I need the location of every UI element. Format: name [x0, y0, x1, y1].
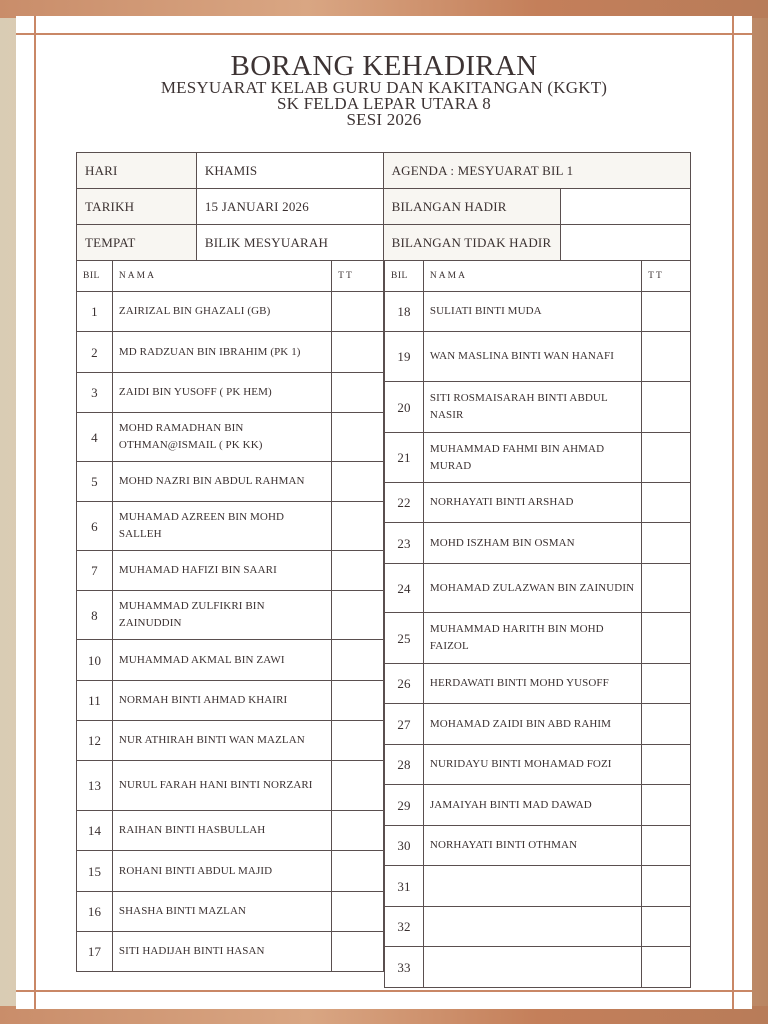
- signature-cell[interactable]: [332, 591, 384, 640]
- attendee-number: 28: [385, 745, 424, 785]
- signature-cell[interactable]: [642, 947, 691, 988]
- attendee-number: 17: [77, 932, 113, 972]
- col-header-tt: TT: [332, 261, 384, 292]
- signature-cell[interactable]: [642, 866, 691, 907]
- attendee-row: [385, 433, 691, 483]
- attendee-row: [77, 373, 384, 413]
- signature-cell[interactable]: [332, 932, 384, 972]
- attendee-row: [385, 745, 691, 785]
- attendee-number: 29: [385, 785, 424, 826]
- signature-cell[interactable]: [642, 292, 691, 332]
- attendee-row: [77, 462, 384, 502]
- attendee-row: [77, 591, 384, 640]
- attendee-name: SHASHA BINTI MAZLAN: [112, 892, 331, 932]
- attendee-number: 8: [77, 591, 113, 640]
- attendance-table-left: [76, 260, 384, 972]
- attendance-table-right: [384, 260, 691, 988]
- tarikh-label: TARIKH: [77, 189, 197, 225]
- attendee-name: MOHD RAMADHAN BIN OTHMAN@ISMAIL ( PK KK): [112, 413, 331, 462]
- signature-cell[interactable]: [332, 413, 384, 462]
- attendee-name: NURUL FARAH HANI BINTI NORZARI: [112, 761, 331, 811]
- signature-cell[interactable]: [642, 907, 691, 947]
- attendee-number: 13: [77, 761, 113, 811]
- attendee-name: MOHAMAD ZULAZWAN BIN ZAINUDIN: [423, 564, 641, 613]
- frame-line-right: [732, 16, 734, 1009]
- attendee-name: ROHANI BINTI ABDUL MAJID: [112, 851, 331, 892]
- tarikh-value: 15 JANUARI 2026: [196, 189, 383, 225]
- frame-line-left: [34, 16, 36, 1009]
- form-title: BORANG KEHADIRAN: [230, 50, 538, 82]
- attendee-row: [385, 332, 691, 382]
- attendee-number: 31: [385, 866, 424, 907]
- attendee-number: 15: [77, 851, 113, 892]
- signature-cell[interactable]: [642, 523, 691, 564]
- attendee-row: [385, 704, 691, 745]
- attendee-row: [77, 292, 384, 332]
- attendee-name: [423, 866, 641, 907]
- attendee-number: 26: [385, 664, 424, 704]
- agenda: AGENDA : MESYUARAT BIL 1: [383, 153, 690, 189]
- col-header-bil: BIL: [77, 261, 113, 292]
- attendee-number: 32: [385, 907, 424, 947]
- attendee-number: 11: [77, 681, 113, 721]
- signature-cell[interactable]: [332, 332, 384, 373]
- attendee-row: [77, 892, 384, 932]
- attendee-number: 24: [385, 564, 424, 613]
- attendee-name: ZAIRIZAL BIN GHAZALI (GB): [112, 292, 331, 332]
- attendee-number: 2: [77, 332, 113, 373]
- signature-cell[interactable]: [332, 761, 384, 811]
- attendee-row: [77, 681, 384, 721]
- bilangan-hadir-field[interactable]: [561, 189, 691, 225]
- subtitle-line-1: MESYUARAT KELAB GURU DAN KAKITANGAN (KGKT): [160, 78, 608, 97]
- attendee-number: 19: [385, 332, 424, 382]
- attendee-row: [385, 564, 691, 613]
- attendee-name: NORMAH BINTI AHMAD KHAIRI: [112, 681, 331, 721]
- signature-cell[interactable]: [332, 681, 384, 721]
- attendee-name: MOHD ISZHAM BIN OSMAN: [423, 523, 641, 564]
- attendee-number: 4: [77, 413, 113, 462]
- attendee-number: 23: [385, 523, 424, 564]
- col-header-nama: NAMA: [423, 261, 641, 292]
- attendee-name: [423, 907, 641, 947]
- attendee-name: SULIATI BINTI MUDA: [423, 292, 641, 332]
- attendee-row: [77, 761, 384, 811]
- signature-cell[interactable]: [642, 382, 691, 433]
- signature-cell[interactable]: [332, 721, 384, 761]
- frame-line-bottom: [16, 990, 752, 992]
- attendee-name: [423, 947, 641, 988]
- signature-cell[interactable]: [332, 640, 384, 681]
- attendee-row: [77, 721, 384, 761]
- attendee-row: [77, 502, 384, 551]
- signature-cell[interactable]: [642, 826, 691, 866]
- hari-value: KHAMIS: [196, 153, 383, 189]
- attendee-row: [385, 292, 691, 332]
- attendee-number: 7: [77, 551, 113, 591]
- meeting-info-table: [76, 152, 691, 261]
- col-header-bil: BIL: [385, 261, 424, 292]
- signature-cell[interactable]: [332, 851, 384, 892]
- col-header-nama: NAMA: [112, 261, 331, 292]
- subtitle-line-2: SK FELDA LEPAR UTARA 8: [276, 94, 491, 113]
- hari-label: HARI: [77, 153, 197, 189]
- attendee-name: MUHAMMAD ZULFIKRI BIN ZAINUDDIN: [112, 591, 331, 640]
- attendee-name: SITI HADIJAH BINTI HASAN: [112, 932, 331, 972]
- attendee-row: [77, 413, 384, 462]
- attendee-row: [77, 932, 384, 972]
- attendee-number: 3: [77, 373, 113, 413]
- attendee-name: JAMAIYAH BINTI MAD DAWAD: [423, 785, 641, 826]
- attendee-name: MUHAMMAD AKMAL BIN ZAWI: [112, 640, 331, 681]
- attendee-name: MOHAMAD ZAIDI BIN ABD RAHIM: [423, 704, 641, 745]
- attendee-name: MUHAMMAD HARITH BIN MOHD FAIZOL: [423, 613, 641, 664]
- signature-cell[interactable]: [332, 811, 384, 851]
- attendee-number: 21: [385, 433, 424, 483]
- signature-cell[interactable]: [642, 483, 691, 523]
- attendee-row: [385, 382, 691, 433]
- left-table-header: [77, 261, 384, 292]
- attendee-name: WAN MASLINA BINTI WAN HANAFI: [423, 332, 641, 382]
- signature-cell[interactable]: [642, 704, 691, 745]
- attendee-number: 18: [385, 292, 424, 332]
- attendee-name: HERDAWATI BINTI MOHD YUSOFF: [423, 664, 641, 704]
- attendee-number: 12: [77, 721, 113, 761]
- attendee-number: 6: [77, 502, 113, 551]
- attendee-number: 10: [77, 640, 113, 681]
- signature-cell[interactable]: [642, 332, 691, 382]
- attendee-name: ZAIDI BIN YUSOFF ( PK HEM): [112, 373, 331, 413]
- attendee-row: [385, 826, 691, 866]
- attendee-number: 27: [385, 704, 424, 745]
- right-table-header: [385, 261, 691, 292]
- attendee-name: NUR ATHIRAH BINTI WAN MAZLAN: [112, 721, 331, 761]
- signature-cell[interactable]: [642, 664, 691, 704]
- attendee-row: [77, 332, 384, 373]
- attendee-name: SITI ROSMAISARAH BINTI ABDUL NASIR: [423, 382, 641, 433]
- tempat-value: BILIK MESYUARAH: [196, 225, 383, 261]
- attendee-name: NORHAYATI BINTI OTHMAN: [423, 826, 641, 866]
- attendee-number: 5: [77, 462, 113, 502]
- signature-cell[interactable]: [332, 462, 384, 502]
- attendee-number: 16: [77, 892, 113, 932]
- attendee-name: MOHD NAZRI BIN ABDUL RAHMAN: [112, 462, 331, 502]
- attendee-name: NURIDAYU BINTI MOHAMAD FOZI: [423, 745, 641, 785]
- attendee-name: MUHAMAD HAFIZI BIN SAARI: [112, 551, 331, 591]
- attendee-row: [385, 907, 691, 947]
- attendee-number: 33: [385, 947, 424, 988]
- frame-line-top: [16, 33, 752, 35]
- attendee-row: [77, 811, 384, 851]
- signature-cell[interactable]: [642, 433, 691, 483]
- signature-cell[interactable]: [332, 551, 384, 591]
- signature-cell[interactable]: [332, 292, 384, 332]
- attendee-row: [385, 947, 691, 988]
- attendee-row: [385, 483, 691, 523]
- bilangan-tidak-hadir-field[interactable]: [561, 225, 691, 261]
- signature-cell[interactable]: [642, 613, 691, 664]
- attendee-row: [385, 866, 691, 907]
- signature-cell[interactable]: [642, 564, 691, 613]
- signature-cell[interactable]: [642, 785, 691, 826]
- col-header-tt: TT: [642, 261, 691, 292]
- attendance-form-page: [16, 16, 752, 1009]
- attendee-name: MD RADZUAN BIN IBRAHIM (PK 1): [112, 332, 331, 373]
- attendee-name: NORHAYATI BINTI ARSHAD: [423, 483, 641, 523]
- attendee-name: MUHAMMAD FAHMI BIN AHMAD MURAD: [423, 433, 641, 483]
- attendee-row: [385, 664, 691, 704]
- attendee-row: [385, 523, 691, 564]
- attendee-number: 14: [77, 811, 113, 851]
- attendee-number: 30: [385, 826, 424, 866]
- attendee-row: [77, 640, 384, 681]
- attendee-row: [77, 851, 384, 892]
- header: [16, 52, 752, 128]
- signature-cell[interactable]: [332, 502, 384, 551]
- attendee-row: [385, 613, 691, 664]
- subtitle-line-3: SESI 2026: [346, 110, 422, 129]
- attendee-number: 25: [385, 613, 424, 664]
- signature-cell[interactable]: [642, 745, 691, 785]
- bilangan-tidak-hadir-label: BILANGAN TIDAK HADIR: [383, 225, 561, 261]
- attendee-name: MUHAMAD AZREEN BIN MOHD SALLEH: [112, 502, 331, 551]
- attendee-number: 20: [385, 382, 424, 433]
- attendee-name: RAIHAN BINTI HASBULLAH: [112, 811, 331, 851]
- attendee-number: 22: [385, 483, 424, 523]
- attendee-row: [385, 785, 691, 826]
- bilangan-hadir-label: BILANGAN HADIR: [383, 189, 561, 225]
- signature-cell[interactable]: [332, 373, 384, 413]
- attendee-number: 1: [77, 292, 113, 332]
- attendee-row: [77, 551, 384, 591]
- tempat-label: TEMPAT: [77, 225, 197, 261]
- signature-cell[interactable]: [332, 892, 384, 932]
